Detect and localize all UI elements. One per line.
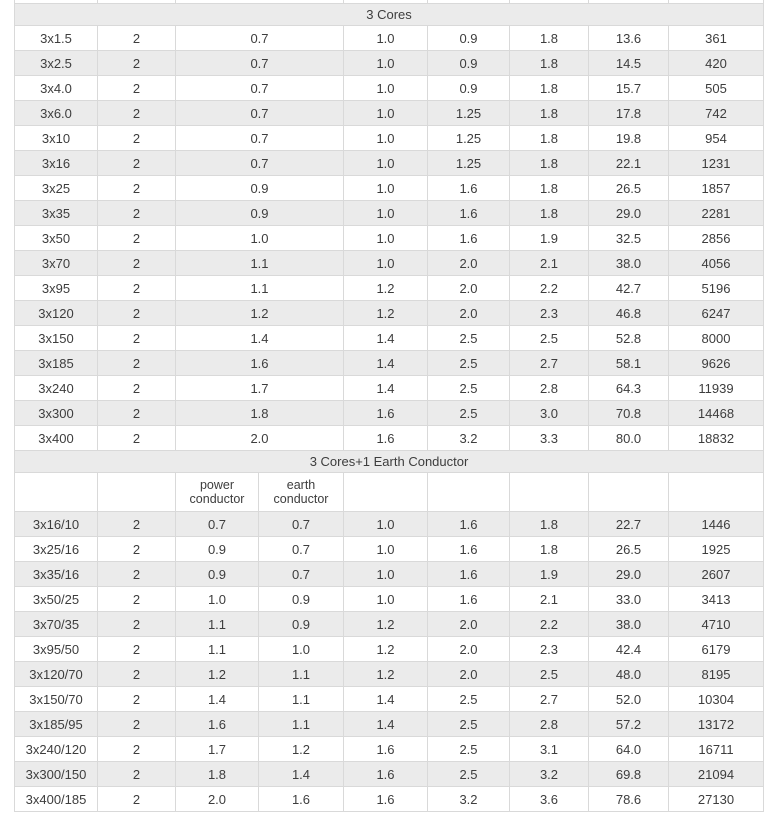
table-cell: 2 — [98, 276, 176, 301]
table-cell: 1.0 — [344, 251, 428, 276]
table-row — [15, 351, 764, 376]
table-cell: 1.0 — [344, 51, 428, 76]
table-cell: 2 — [98, 51, 176, 76]
table-cell: 0.7 — [176, 151, 344, 176]
table-cell: 3x240 — [15, 376, 98, 401]
table-cell: 505 — [669, 76, 764, 101]
table-cell: 0.7 — [259, 537, 344, 562]
table-cell: 420 — [669, 51, 764, 76]
table-cell: 954 — [669, 126, 764, 151]
table-cell: 1.0 — [344, 151, 428, 176]
table-cell: 2607 — [669, 562, 764, 587]
section-2-rows — [15, 512, 764, 812]
table-cell: 2 — [98, 401, 176, 426]
table-cell: 42.4 — [589, 637, 669, 662]
table-cell: 58.1 — [589, 351, 669, 376]
table-cell: 5196 — [669, 276, 764, 301]
table-cell: 2 — [98, 251, 176, 276]
table-cell: 2 — [98, 351, 176, 376]
table-row — [15, 762, 764, 787]
table-cell: 14468 — [669, 401, 764, 426]
table-cell: 52.0 — [589, 687, 669, 712]
table-cell: 1.8 — [510, 151, 589, 176]
table-cell: 1.8 — [510, 51, 589, 76]
table-cell: 27130 — [669, 787, 764, 812]
table-cell: 18832 — [669, 426, 764, 451]
table-cell: 1.6 — [428, 226, 510, 251]
table-row — [15, 712, 764, 737]
table-cell: 2.3 — [510, 301, 589, 326]
table-cell: 3.0 — [510, 401, 589, 426]
table-cell: 64.0 — [589, 737, 669, 762]
table-cell: 1.4 — [344, 687, 428, 712]
table-cell: 1.0 — [259, 637, 344, 662]
table-cell: 1.0 — [344, 537, 428, 562]
table-cell: 2.1 — [510, 587, 589, 612]
table-cell: 0.9 — [428, 26, 510, 51]
table-cell: 1.6 — [428, 587, 510, 612]
table-cell: 3.1 — [510, 737, 589, 762]
table-cell: 1.4 — [176, 687, 259, 712]
table-cell: 2.5 — [428, 376, 510, 401]
table-cell: 2 — [98, 512, 176, 537]
table-cell: 11939 — [669, 376, 764, 401]
table-row — [15, 326, 764, 351]
table-cell: 2.5 — [428, 326, 510, 351]
table-cell: 1.1 — [176, 276, 344, 301]
table-cell: 1.1 — [259, 712, 344, 737]
table-cell: 1.4 — [259, 762, 344, 787]
table-cell: 3x400 — [15, 426, 98, 451]
table-cell: 22.1 — [589, 151, 669, 176]
table-cell: 1.4 — [344, 712, 428, 737]
table-cell: 1.6 — [428, 176, 510, 201]
table-cell: 2 — [98, 176, 176, 201]
table-cell: 3413 — [669, 587, 764, 612]
table-cell: 3x150/70 — [15, 687, 98, 712]
table-cell: 1.0 — [344, 176, 428, 201]
table-cell: 1.4 — [344, 326, 428, 351]
table-row — [15, 301, 764, 326]
table-cell: 3x70 — [15, 251, 98, 276]
table-cell: 2.5 — [428, 737, 510, 762]
table-cell: 2 — [98, 26, 176, 51]
table-cell: 2 — [98, 151, 176, 176]
table-cell: 3x10 — [15, 126, 98, 151]
table-cell: 2 — [98, 101, 176, 126]
table-cell: 3x35 — [15, 201, 98, 226]
table-cell: 742 — [669, 101, 764, 126]
table-cell: 1446 — [669, 512, 764, 537]
table-cell: 3x16 — [15, 151, 98, 176]
table-cell: 1.7 — [176, 376, 344, 401]
table-cell: 1.25 — [428, 126, 510, 151]
table-cell: 2 — [98, 76, 176, 101]
table-cell: 0.9 — [259, 587, 344, 612]
table-cell: 42.7 — [589, 276, 669, 301]
table-cell: 2.5 — [428, 401, 510, 426]
table-cell: 2.8 — [510, 376, 589, 401]
table-cell: 2.1 — [510, 251, 589, 276]
table-cell: 1.25 — [428, 101, 510, 126]
table-cell: 0.9 — [176, 201, 344, 226]
table-cell: 1.8 — [510, 512, 589, 537]
table-cell: 64.3 — [589, 376, 669, 401]
table-cell: 2.8 — [510, 712, 589, 737]
table-cell: 0.9 — [259, 612, 344, 637]
table-cell: 2 — [98, 762, 176, 787]
table-cell: 2 — [98, 226, 176, 251]
table-cell: 3x70/35 — [15, 612, 98, 637]
table-cell: 1.2 — [344, 662, 428, 687]
table-row — [15, 126, 764, 151]
table-cell: 70.8 — [589, 401, 669, 426]
table-cell: 13172 — [669, 712, 764, 737]
table-row — [15, 26, 764, 51]
table-cell: 0.7 — [176, 51, 344, 76]
table-row — [15, 537, 764, 562]
table-row — [15, 76, 764, 101]
table-cell: 3.3 — [510, 426, 589, 451]
table-cell: 2 — [98, 126, 176, 151]
table-cell — [15, 473, 98, 512]
table-cell: 3.2 — [428, 426, 510, 451]
table-cell: 46.8 — [589, 301, 669, 326]
table-cell: 1.0 — [344, 126, 428, 151]
table-cell: 1.1 — [259, 662, 344, 687]
table-cell: 2.0 — [428, 662, 510, 687]
table-cell: 2.0 — [428, 276, 510, 301]
table-cell: 3x240/120 — [15, 737, 98, 762]
table-cell: 1.0 — [176, 226, 344, 251]
table-cell: 2281 — [669, 201, 764, 226]
table-cell: 3x400/185 — [15, 787, 98, 812]
section-title: 3 Cores — [15, 4, 764, 26]
table-cell: 1.0 — [344, 587, 428, 612]
table-cell: 2 — [98, 426, 176, 451]
table-cell: 0.7 — [176, 512, 259, 537]
table-cell: 1.6 — [176, 712, 259, 737]
table-cell: 3x185 — [15, 351, 98, 376]
table-cell: 32.5 — [589, 226, 669, 251]
table-cell: 2.0 — [428, 301, 510, 326]
table-cell: 0.9 — [428, 76, 510, 101]
table-cell: 1.2 — [176, 662, 259, 687]
table-cell: 1.6 — [344, 762, 428, 787]
table-cell: 1.6 — [344, 401, 428, 426]
table-row — [15, 662, 764, 687]
table-cell: 3x300 — [15, 401, 98, 426]
table-cell: 19.8 — [589, 126, 669, 151]
table-cell: 10304 — [669, 687, 764, 712]
table-cell: 3.6 — [510, 787, 589, 812]
table-row — [15, 176, 764, 201]
table-cell: 1231 — [669, 151, 764, 176]
table-cell: 1.8 — [176, 762, 259, 787]
table-cell — [669, 473, 764, 512]
table-cell: 1.4 — [344, 351, 428, 376]
column-subheader-row — [15, 473, 764, 512]
table-cell: 1.8 — [510, 537, 589, 562]
table-cell: 78.6 — [589, 787, 669, 812]
table-cell — [344, 473, 428, 512]
table-cell: 2 — [98, 712, 176, 737]
table-cell: 1.6 — [344, 787, 428, 812]
table-cell: 2.5 — [428, 351, 510, 376]
table-row — [15, 151, 764, 176]
table-cell: 3x120/70 — [15, 662, 98, 687]
table-cell: 1.2 — [344, 637, 428, 662]
table-cell: 2.2 — [510, 276, 589, 301]
earth-conductor-header: earth conductor — [259, 473, 344, 512]
table-row — [15, 687, 764, 712]
table-cell: 1.6 — [428, 512, 510, 537]
table-cell: 2 — [98, 326, 176, 351]
table-cell: 3x120 — [15, 301, 98, 326]
table-cell: 1.6 — [428, 201, 510, 226]
table-cell: 3x35/16 — [15, 562, 98, 587]
table-cell: 1.8 — [510, 26, 589, 51]
table-cell: 29.0 — [589, 562, 669, 587]
table-cell: 38.0 — [589, 251, 669, 276]
table-cell: 3x25 — [15, 176, 98, 201]
table-cell: 9626 — [669, 351, 764, 376]
table-cell: 1925 — [669, 537, 764, 562]
table-row — [15, 201, 764, 226]
section-header-row — [15, 4, 764, 26]
table-cell: 0.9 — [176, 537, 259, 562]
table-cell: 57.2 — [589, 712, 669, 737]
table-cell: 8195 — [669, 662, 764, 687]
table-cell: 1.2 — [344, 301, 428, 326]
table-cell: 15.7 — [589, 76, 669, 101]
table-cell: 2.5 — [428, 687, 510, 712]
table-cell: 4710 — [669, 612, 764, 637]
table-cell: 2 — [98, 537, 176, 562]
table-cell: 0.7 — [259, 562, 344, 587]
table-cell: 3x2.5 — [15, 51, 98, 76]
table-cell: 8000 — [669, 326, 764, 351]
table-row — [15, 251, 764, 276]
table-cell: 3x185/95 — [15, 712, 98, 737]
table-cell: 3x4.0 — [15, 76, 98, 101]
table-cell: 1.7 — [176, 737, 259, 762]
table-row — [15, 512, 764, 537]
table-cell: 21094 — [669, 762, 764, 787]
table-cell: 2.5 — [428, 712, 510, 737]
table-cell: 2 — [98, 687, 176, 712]
table-row — [15, 637, 764, 662]
table-cell: 17.8 — [589, 101, 669, 126]
table-row — [15, 587, 764, 612]
table-cell: 3x50 — [15, 226, 98, 251]
table-cell: 1.8 — [510, 101, 589, 126]
table-cell: 3x6.0 — [15, 101, 98, 126]
table-cell: 1.8 — [510, 201, 589, 226]
table-cell: 2.0 — [428, 637, 510, 662]
table-cell: 2.7 — [510, 351, 589, 376]
table-cell: 2 — [98, 587, 176, 612]
table-cell: 1.8 — [176, 401, 344, 426]
table-cell: 2 — [98, 301, 176, 326]
table-row — [15, 101, 764, 126]
table-cell: 0.7 — [176, 126, 344, 151]
table-cell: 1.0 — [344, 76, 428, 101]
table-cell: 2.5 — [510, 326, 589, 351]
table-cell: 1.6 — [176, 351, 344, 376]
table-cell: 1.1 — [176, 251, 344, 276]
table-row — [15, 737, 764, 762]
table-cell — [428, 473, 510, 512]
table-cell: 1.6 — [428, 562, 510, 587]
table-cell: 2 — [98, 376, 176, 401]
table-cell: 1.2 — [344, 276, 428, 301]
table-cell: 3x95 — [15, 276, 98, 301]
table-cell: 0.7 — [176, 101, 344, 126]
table-cell: 2.7 — [510, 687, 589, 712]
section-1-header-group — [15, 4, 764, 26]
table-cell: 2.3 — [510, 637, 589, 662]
table-cell: 0.9 — [176, 562, 259, 587]
table-cell: 1.1 — [176, 637, 259, 662]
table-cell: 1.9 — [510, 226, 589, 251]
table-cell: 1.0 — [344, 512, 428, 537]
table-cell: 1.6 — [259, 787, 344, 812]
section-1-rows — [15, 26, 764, 451]
table-cell: 80.0 — [589, 426, 669, 451]
table-cell: 16711 — [669, 737, 764, 762]
table-cell: 1.4 — [176, 326, 344, 351]
table-cell: 0.9 — [428, 51, 510, 76]
power-conductor-header: power conductor — [176, 473, 259, 512]
table-cell: 1.25 — [428, 151, 510, 176]
table-cell: 1.1 — [176, 612, 259, 637]
table-cell: 0.7 — [259, 512, 344, 537]
table-cell: 26.5 — [589, 537, 669, 562]
table-cell: 2.0 — [428, 251, 510, 276]
table-row — [15, 562, 764, 587]
table-row — [15, 426, 764, 451]
table-cell: 4056 — [669, 251, 764, 276]
table-cell: 1.6 — [344, 737, 428, 762]
table-cell: 1.2 — [176, 301, 344, 326]
table-cell: 1.8 — [510, 176, 589, 201]
table-cell: 2 — [98, 612, 176, 637]
table-cell: 2 — [98, 201, 176, 226]
table-cell: 2.5 — [428, 762, 510, 787]
table-cell: 2.0 — [176, 787, 259, 812]
table-cell: 52.8 — [589, 326, 669, 351]
table-cell: 13.6 — [589, 26, 669, 51]
table-cell: 33.0 — [589, 587, 669, 612]
table-cell: 1.0 — [344, 226, 428, 251]
table-cell: 3x300/150 — [15, 762, 98, 787]
table-cell: 2.5 — [510, 662, 589, 687]
table-cell: 48.0 — [589, 662, 669, 687]
table-cell: 38.0 — [589, 612, 669, 637]
table-cell: 1857 — [669, 176, 764, 201]
table-cell: 2.2 — [510, 612, 589, 637]
table-cell: 2 — [98, 737, 176, 762]
table-cell: 1.6 — [344, 426, 428, 451]
table-cell: 26.5 — [589, 176, 669, 201]
table-cell: 1.8 — [510, 126, 589, 151]
table-cell: 1.9 — [510, 562, 589, 587]
section-2-header-group — [15, 451, 764, 512]
table-row — [15, 51, 764, 76]
table-row — [15, 612, 764, 637]
table-cell: 2 — [98, 662, 176, 687]
section-header-row — [15, 451, 764, 473]
table-cell: 69.8 — [589, 762, 669, 787]
table-cell: 1.2 — [259, 737, 344, 762]
table-cell: 6247 — [669, 301, 764, 326]
table-cell: 22.7 — [589, 512, 669, 537]
table-cell: 1.0 — [176, 587, 259, 612]
table-cell: 2.0 — [428, 612, 510, 637]
table-cell: 3x150 — [15, 326, 98, 351]
table-row — [15, 376, 764, 401]
table-cell: 1.8 — [510, 76, 589, 101]
table-cell: 2 — [98, 637, 176, 662]
table-cell: 1.0 — [344, 562, 428, 587]
table-cell: 0.9 — [176, 176, 344, 201]
table-cell: 1.6 — [428, 537, 510, 562]
table-cell: 3x25/16 — [15, 537, 98, 562]
table-cell: 3.2 — [510, 762, 589, 787]
cable-specification-table — [14, 0, 764, 812]
table-row — [15, 276, 764, 301]
section-title: 3 Cores+1 Earth Conductor — [15, 451, 764, 473]
table-cell: 1.4 — [344, 376, 428, 401]
table-cell: 361 — [669, 26, 764, 51]
table-cell: 1.1 — [259, 687, 344, 712]
table-cell: 3x16/10 — [15, 512, 98, 537]
table-cell: 0.7 — [176, 76, 344, 101]
table-cell — [589, 473, 669, 512]
table-row — [15, 787, 764, 812]
table-row — [15, 226, 764, 251]
table-cell: 29.0 — [589, 201, 669, 226]
table-cell: 3.2 — [428, 787, 510, 812]
table-cell: 0.7 — [176, 26, 344, 51]
table-cell: 2 — [98, 787, 176, 812]
table-cell: 3x1.5 — [15, 26, 98, 51]
table-cell: 14.5 — [589, 51, 669, 76]
table-cell — [98, 473, 176, 512]
table-cell: 2856 — [669, 226, 764, 251]
table-cell: 3x95/50 — [15, 637, 98, 662]
table-cell: 1.2 — [344, 612, 428, 637]
table-row — [15, 401, 764, 426]
table-cell: 2.0 — [176, 426, 344, 451]
table-cell: 1.0 — [344, 101, 428, 126]
table-cell — [510, 473, 589, 512]
table-cell: 1.0 — [344, 26, 428, 51]
table-cell: 6179 — [669, 637, 764, 662]
table-cell: 3x50/25 — [15, 587, 98, 612]
table-cell: 2 — [98, 562, 176, 587]
table-cell: 1.0 — [344, 201, 428, 226]
